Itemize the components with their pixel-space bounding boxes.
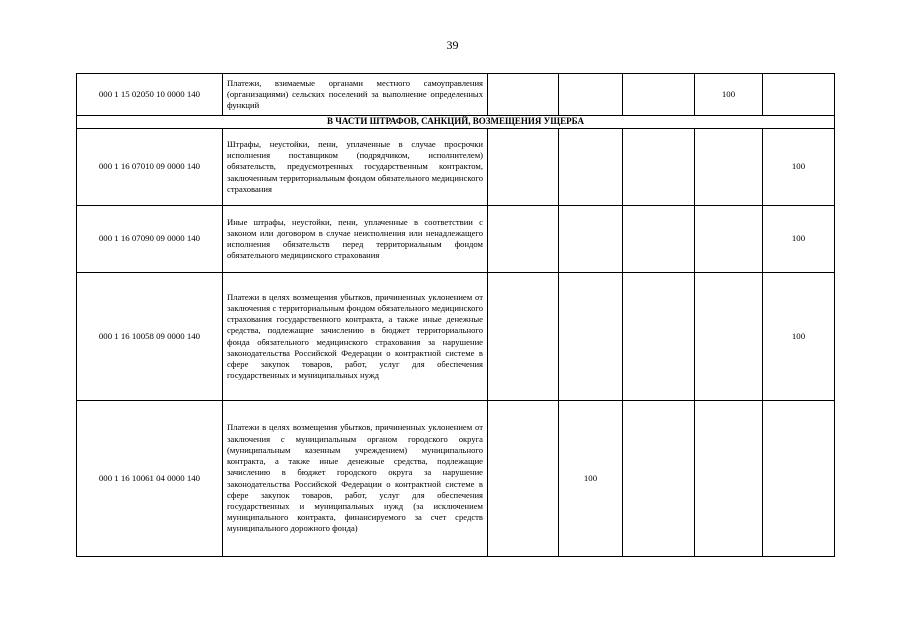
table-row xyxy=(77,273,835,401)
value-cell xyxy=(488,74,559,116)
value-cell xyxy=(763,74,835,116)
page-number: 39 xyxy=(446,38,459,52)
value-cell xyxy=(559,74,623,116)
value-cell xyxy=(695,273,763,401)
value-cell xyxy=(695,401,763,557)
revenue-distribution-table xyxy=(76,73,835,557)
table-row xyxy=(77,206,835,273)
description-cell: Платежи в целях возмещения убытков, причиненных уклонением от заключения с муниципальным органом городского округа (муниципальным казенным учреждением) муниципального контракта, а также иные денежные средства, подлежащие зачислению в бюджет городского округа за нарушение законодательства Российской Федерации о контрактной системе в сфере закупок товаров, работ, услуг для обеспечения государственных и муниципальных нужд (за исключением муниципального контракта, финансируемого за счет средств муниципального дорожного фонда) xyxy=(223,401,488,557)
value-cell xyxy=(695,206,763,273)
value-cell xyxy=(623,74,695,116)
budget-code-cell: 000 1 16 07010 09 0000 140 xyxy=(77,129,223,206)
value-cell xyxy=(488,273,559,401)
description-cell: Платежи в целях возмещения убытков, причиненных уклонением от заключения с территориальным фондом обязательного медицинского страхования государственного контракта, а также иные денежные средства, подлежащие зачислению в бюджет территориального фонда обязательного медицинского страхования за нарушение законодательства Российской Федерации о контрактной системе в сфере закупок товаров, работ, услуг для обеспечения государственных и муниципальных нужд xyxy=(223,273,488,401)
budget-code-cell: 000 1 16 10058 09 0000 140 xyxy=(77,273,223,401)
value-cell xyxy=(488,401,559,557)
value-cell: 100 xyxy=(559,401,623,557)
budget-code-cell: 000 1 16 07090 09 0000 140 xyxy=(77,206,223,273)
value-cell: 100 xyxy=(763,129,835,206)
description-cell: Иные штрафы, неустойки, пени, уплаченные в соответствии с законом или договором в случае неисполнения или ненадлежащего исполнения обязательств перед территориальным фондом обязательного медицинского страхования xyxy=(223,206,488,273)
value-cell: 100 xyxy=(695,74,763,116)
description-cell: Платежи, взимаемые органами местного самоуправления (организациями) сельских поселений за выполнение определенных функций xyxy=(223,74,488,116)
value-cell: 100 xyxy=(763,206,835,273)
value-cell xyxy=(623,206,695,273)
value-cell xyxy=(623,401,695,557)
value-cell xyxy=(695,129,763,206)
value-cell xyxy=(623,273,695,401)
value-cell xyxy=(559,273,623,401)
value-cell xyxy=(763,401,835,557)
table-row xyxy=(77,401,835,557)
table-row xyxy=(77,129,835,206)
value-cell: 100 xyxy=(763,273,835,401)
value-cell xyxy=(559,129,623,206)
value-cell xyxy=(623,129,695,206)
value-cell xyxy=(559,206,623,273)
table-row xyxy=(77,74,835,116)
section-header-row xyxy=(77,116,835,129)
budget-code-cell: 000 1 16 10061 04 0000 140 xyxy=(77,401,223,557)
value-cell xyxy=(488,129,559,206)
description-cell: Штрафы, неустойки, пени, уплаченные в случае просрочки исполнения поставщиком (подрядчиком, исполнителем) обязательств, предусмотренных государственным контрактом, заключенным территориальным фондом обязательного медицинского страхования xyxy=(223,129,488,206)
section-title: В ЧАСТИ ШТРАФОВ, САНКЦИЙ, ВОЗМЕЩЕНИЯ УЩЕРБА xyxy=(77,116,835,129)
budget-code-cell: 000 1 15 02050 10 0000 140 xyxy=(77,74,223,116)
value-cell xyxy=(488,206,559,273)
